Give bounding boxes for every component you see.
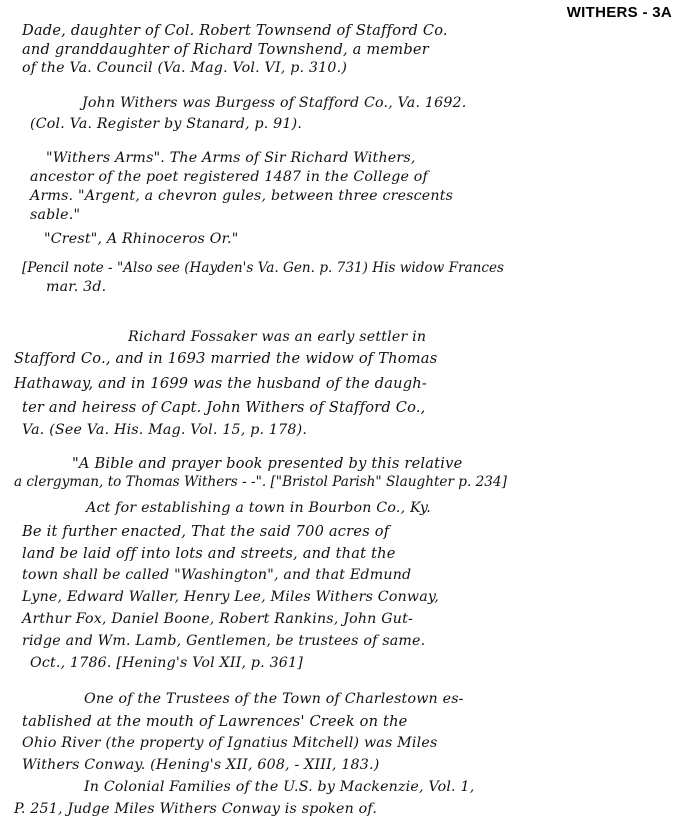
- text-line-18: "A Bible and prayer book presented by this relative: [72, 455, 463, 472]
- text-line-29: tablished at the mouth of Lawrences' Creek on the: [22, 713, 408, 730]
- text-line-5: (Col. Va. Register by Stanard, p. 91).: [30, 116, 303, 132]
- text-line-24: Lyne, Edward Waller, Henry Lee, Miles Withers Conway,: [22, 589, 439, 605]
- text-line-8: Arms. "Argent, a chevron gules, between three crescents: [30, 188, 454, 204]
- text-line-1: Dade, daughter of Col. Robert Townsend of Stafford Co.: [22, 22, 448, 39]
- page-header-title: WITHERS - 3A: [566, 4, 672, 21]
- text-line-17: Va. (See Va. His. Mag. Vol. 15, p. 178).: [22, 422, 308, 438]
- text-line-10: "Crest", A Rhinoceros Or.": [44, 231, 239, 247]
- text-line-12: mar. 3d.: [46, 279, 107, 295]
- text-line-32: In Colonial Families of the U.S. by Mackenzie, Vol. 1,: [84, 779, 475, 795]
- text-line-27: Oct., 1786. [Hening's Vol XII, p. 361]: [30, 655, 303, 671]
- text-line-3: of the Va. Council (Va. Mag. Vol. VI, p. 310.): [22, 60, 348, 76]
- text-line-33: P. 251, Judge Miles Withers Conway is spoken of.: [14, 801, 378, 817]
- text-line-7: ancestor of the poet registered 1487 in the College of: [30, 169, 428, 185]
- text-line-28: One of the Trustees of the Town of Charlestown es-: [84, 691, 464, 707]
- text-line-16: ter and heiress of Capt. John Withers of Stafford Co.,: [22, 399, 426, 416]
- text-line-23: town shall be called "Washington", and that Edmund: [22, 567, 412, 583]
- text-line-4: John Withers was Burgess of Stafford Co., Va. 1692.: [82, 95, 467, 111]
- text-line-26: ridge and Wm. Lamb, Gentlemen, be trustees of same.: [22, 633, 426, 649]
- text-line-6: "Withers Arms". The Arms of Sir Richard Withers,: [46, 150, 416, 166]
- text-line-11: [Pencil note - "Also see (Hayden's Va. Gen. p. 731) His widow Frances: [22, 260, 504, 276]
- text-line-14: Stafford Co., and in 1693 married the widow of Thomas: [14, 350, 438, 367]
- text-line-22: land be laid off into lots and streets, and that the: [22, 545, 396, 562]
- text-line-19: a clergyman, to Thomas Withers - -". ["Bristol Parish" Slaughter p. 234]: [14, 474, 507, 490]
- text-line-25: Arthur Fox, Daniel Boone, Robert Rankins, John Gut-: [22, 611, 413, 627]
- text-line-2: and granddaughter of Richard Townshend, a member: [22, 41, 429, 58]
- text-line-21: Be it further enacted, That the said 700 acres of: [22, 523, 390, 540]
- text-line-20: Act for establishing a town in Bourbon Co., Ky.: [86, 500, 431, 516]
- text-line-9: sable.": [30, 207, 81, 223]
- text-line-15: Hathaway, and in 1699 was the husband of the daugh-: [14, 375, 427, 392]
- text-line-30: Ohio River (the property of Ignatius Mitchell) was Miles: [22, 735, 438, 751]
- text-line-31: Withers Conway. (Hening's XII, 608, - XIII, 183.): [22, 757, 380, 773]
- text-line-13: Richard Fossaker was an early settler in: [128, 329, 427, 345]
